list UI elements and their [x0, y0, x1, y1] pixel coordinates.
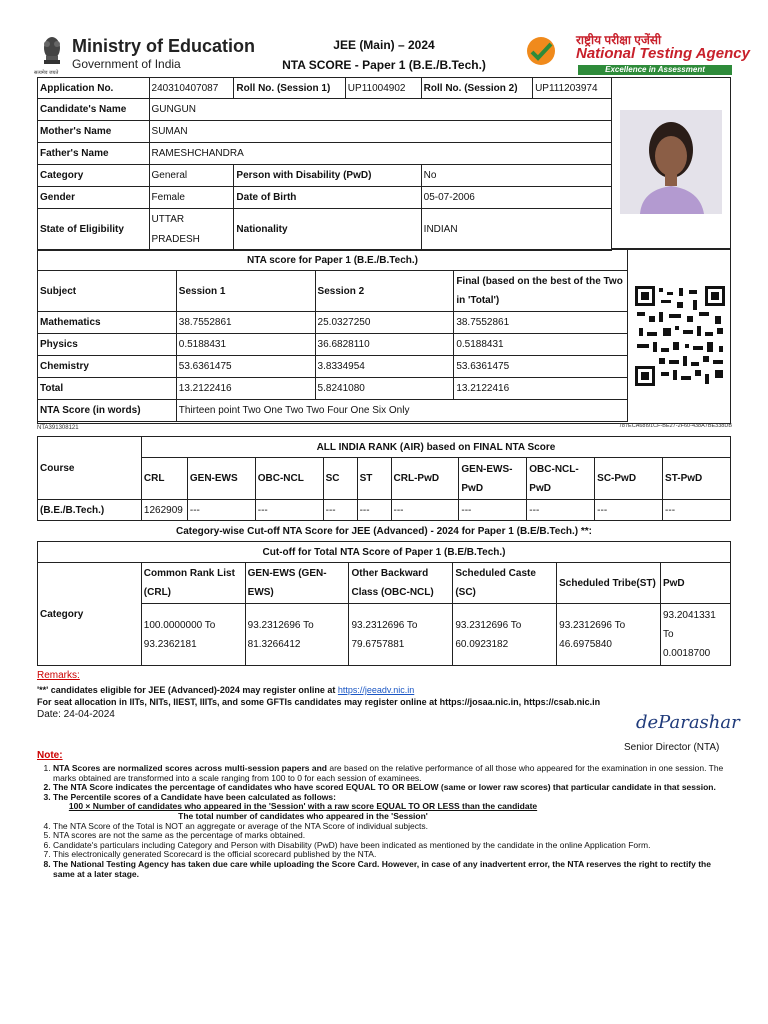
cutoff-value-line: 93.2312696 To — [351, 619, 418, 631]
rank-header: ST-PwD — [663, 458, 731, 500]
cutoff-value-line: 0.0018700 — [662, 648, 711, 659]
session1-cell: 53.6361475 — [176, 356, 315, 378]
rank-header: ST — [357, 458, 391, 500]
cutoff-value-line: 79.6757881 — [351, 638, 405, 650]
rank-value: --- — [595, 500, 663, 521]
subject-header: Subject — [38, 271, 177, 312]
pwd-value: No — [421, 165, 611, 187]
note-1-bold: NTA Scores are normalized scores across multi-session papers and — [53, 763, 327, 773]
cutoff-value — [141, 604, 245, 666]
cutoff-value-line: 93.2312696 To — [455, 619, 522, 631]
ministry-title: Ministry of Education — [72, 36, 256, 56]
cutoff-header-line: Other Backward — [351, 568, 429, 579]
cutoff-value-line: 81.3266412 — [247, 638, 301, 650]
cutoff-header: PwD — [660, 563, 730, 604]
nta-tagline: Excellence in Assessment — [578, 65, 732, 75]
course-value: (B.E./B.Tech.) — [38, 500, 142, 521]
application-no: 240310407087 — [149, 78, 234, 99]
note-item — [53, 764, 733, 783]
subject-cell: Physics — [38, 334, 177, 356]
notes-list — [37, 764, 733, 879]
dob-label: Date of Birth — [234, 187, 421, 209]
rank-header: GEN-EWS — [187, 458, 255, 500]
dob-value: 05-07-2006 — [421, 187, 611, 209]
note-item: 7. This electronically generated Scorecard is the official scorecard published by the NTA. — [53, 850, 733, 860]
score-words-value: Thirteen point Two One Two Two Four One Six Only — [176, 400, 627, 422]
cutoff-value-line: 46.6975840 — [559, 638, 612, 650]
candidate-photo — [620, 110, 722, 214]
note-item: 8. The National Testing Agency has taken due care while uploading the Score Card. However, in case of any inadvertent error, the NTA reserves the right to rectify the same at a later stage. — [53, 860, 733, 879]
score-title: NTA SCORE - Paper 1 (B.E./B.Tech.) — [282, 58, 486, 72]
rank-header: SC — [323, 458, 357, 500]
cutoff-header — [245, 563, 349, 604]
subject-cell: Total — [38, 378, 177, 400]
rank-header: OBC-NCL — [255, 458, 323, 500]
final-cell: 0.5188431 — [454, 334, 628, 356]
cutoff-value-line: 93.2041331 — [662, 610, 716, 621]
final-header — [454, 271, 628, 312]
cutoff-value-line: 100.0000000 To — [143, 619, 216, 631]
father-name: RAMESHCHANDRA — [149, 143, 611, 165]
cutoff-value-line: 93.2362181 — [143, 638, 197, 650]
rank-header: GEN-EWS-PwD — [459, 458, 527, 500]
rank-value: --- — [663, 500, 731, 521]
note-3-text: 3. The Percentile scores of a Candidate have been calculated as follows: — [53, 791, 336, 802]
cutoff-table — [37, 541, 731, 666]
rank-table — [37, 436, 731, 521]
session2-header: Session 2 — [315, 271, 454, 312]
cutoff-value-line: 60.0923182 — [455, 638, 509, 650]
cutoff-header — [453, 563, 557, 604]
score-words-label: NTA Score (in words) — [38, 400, 177, 422]
rank-value: 1262909 — [141, 500, 187, 521]
session2-cell: 5.8241080 — [315, 378, 454, 400]
gender-value: Female — [149, 187, 234, 209]
rank-header: SC-PwD — [595, 458, 663, 500]
remarks-label: Remarks: — [37, 670, 80, 681]
rank-value: --- — [187, 500, 255, 521]
nationality-value: INDIAN — [421, 209, 611, 251]
mother-label: Mother's Name — [38, 121, 150, 143]
remarks-line2: For seat allocation in IITs, NITs, IIEST, IIITs, and some GFTIs candidates may register online at https://josaa.nic.in, https://csab.nic.in — [37, 697, 601, 707]
note-item: 5. NTA scores are not the same as the percentage of marks obtained. — [53, 831, 733, 841]
final-cell: 13.2122416 — [454, 378, 628, 400]
gender-label: Gender — [38, 187, 150, 209]
state-value — [149, 209, 234, 251]
signature: deParashar — [636, 712, 740, 733]
rank-value: --- — [357, 500, 391, 521]
candidate-details-table — [37, 77, 612, 251]
cutoff-value-line: 93.2312696 To — [559, 619, 626, 631]
rank-value: --- — [323, 500, 357, 521]
score-table-title: NTA score for Paper 1 (B.E./B.Tech.) — [38, 250, 628, 271]
rank-header: CRL-PwD — [391, 458, 459, 500]
nationality-label: Nationality — [234, 209, 421, 251]
roll2-label: Roll No. (Session 2) — [421, 78, 532, 99]
course-label: Course — [38, 437, 142, 500]
rank-value: --- — [459, 500, 527, 521]
cutoff-value — [557, 604, 661, 666]
final-cell: 38.7552861 — [454, 312, 628, 334]
cutoff-header-line: GEN-EWS (GEN- — [247, 568, 327, 579]
cutoff-header-line: EWS) — [247, 587, 274, 598]
cutoff-header — [349, 563, 453, 604]
application-label: Application No. — [38, 78, 150, 99]
jeeadv-link[interactable]: https://jeeadv.nic.in — [337, 685, 415, 695]
document-hash: 787ECA68I91CF-BE27-2F60-438A7BE338DB — [618, 423, 732, 429]
nta-score-table — [37, 249, 628, 422]
state-line1: UTTAR — [151, 213, 185, 225]
rank-header: CRL — [141, 458, 187, 500]
cutoff-header-line: (SC) — [455, 587, 476, 598]
note-item — [53, 793, 733, 822]
session2-cell: 25.0327250 — [315, 312, 454, 334]
roll1-value: UP11004902 — [345, 78, 421, 99]
father-label: Father's Name — [38, 143, 150, 165]
session1-cell: 38.7552861 — [176, 312, 315, 334]
nta-hindi-name: राष्ट्रीय परीक्षा एजेंसी — [576, 33, 662, 47]
subject-cell: Mathematics — [38, 312, 177, 334]
registration-code: NTA391308121 — [37, 425, 79, 431]
cutoff-category-label: Category — [38, 563, 142, 666]
cutoff-header-line: (CRL) — [143, 587, 172, 598]
category-value: General — [149, 165, 234, 187]
note-item: 2. The NTA Score indicates the percentage of candidates who have scored EQUAL TO OR BELOW (same or lower raw scores) that particular candidate in that session. — [53, 783, 733, 793]
final-header-line2: in 'Total') — [456, 295, 500, 306]
qr-code — [635, 286, 725, 386]
rank-header: OBC-NCL-PwD — [527, 458, 595, 500]
note-1-rest: are based on the relative performance of all those who appeared for the examination in one session. The marks obtained are transformed into a scale ranging from 100 to 0 for each session of examinees. — [53, 763, 724, 783]
remarks-line1-text: '**' candidates eligible for JEE (Advanced)-2024 may register online at — [37, 685, 338, 695]
emblem-caption: सत्यमेव जयते — [34, 70, 59, 76]
cutoff-header: Scheduled Tribe(ST) — [557, 563, 661, 604]
rank-value: --- — [255, 500, 323, 521]
remarks-line1 — [37, 685, 414, 695]
state-label: State of Eligibility — [38, 209, 150, 251]
formula-denominator: The total number of candidates who appeared in the 'Session' — [178, 810, 428, 821]
cutoff-value-line: 93.2312696 To — [247, 619, 314, 631]
final-cell: 53.6361475 — [454, 356, 628, 378]
cutoff-value-line: To — [662, 629, 674, 640]
cutoff-value — [349, 604, 453, 666]
name-label: Candidate's Name — [38, 99, 150, 121]
roll1-label: Roll No. (Session 1) — [234, 78, 345, 99]
roll2-value: UP111203974 — [533, 78, 612, 99]
note-item: 6. Candidate's particulars including Category and Person with Disability (PwD) have been indicated as mentioned by the candidate in the online Application Form. — [53, 841, 733, 851]
cutoff-header-line: Scheduled Caste — [455, 568, 536, 579]
state-line2: PRADESH — [151, 233, 200, 245]
nta-logo-icon — [526, 36, 556, 66]
rank-table-title: ALL INDIA RANK (AIR) based on FINAL NTA Score — [141, 437, 730, 458]
rank-value: --- — [391, 500, 459, 521]
cutoff-heading: Category-wise Cut-off NTA Score for JEE (Advanced) - 2024 for Paper 1 (B.E/B.Tech.) **: — [175, 526, 592, 537]
final-header-line1: Final (based on the best of the Two — [456, 276, 623, 287]
ministry-subtitle: Government of India — [72, 57, 181, 71]
formula-numerator: 100 × Number of candidates who appeared in the 'Session' with a raw score EQUAL TO OR LESS than the candidate — [68, 801, 538, 812]
note-label: Note: — [37, 750, 63, 761]
mother-name: SUMAN — [149, 121, 611, 143]
nta-english-name: National Testing Agency — [576, 45, 750, 62]
cutoff-header-line: Class (OBC-NCL) — [351, 587, 434, 598]
cutoff-header — [141, 563, 245, 604]
session1-header: Session 1 — [176, 271, 315, 312]
session2-cell: 3.8334954 — [315, 356, 454, 378]
signatory-title: Senior Director (NTA) — [624, 742, 720, 753]
candidate-name: GUNGUN — [149, 99, 611, 121]
cutoff-value — [660, 604, 730, 666]
exam-title: JEE (Main) – 2024 — [333, 38, 435, 52]
category-label: Category — [38, 165, 150, 187]
subject-cell: Chemistry — [38, 356, 177, 378]
issue-date: Date: 24-04-2024 — [37, 709, 115, 720]
rank-value: --- — [527, 500, 595, 521]
session1-cell: 13.2122416 — [176, 378, 315, 400]
pwd-label: Person with Disability (PwD) — [234, 165, 421, 187]
cutoff-value — [453, 604, 557, 666]
cutoff-header-line: Common Rank List — [143, 568, 235, 579]
note-item: 4. The NTA Score of the Total is NOT an aggregate or average of the NTA Score of individual subjects. — [53, 822, 733, 832]
cutoff-table-title: Cut-off for Total NTA Score of Paper 1 (B.E/B.Tech.) — [38, 542, 731, 563]
cutoff-value — [245, 604, 349, 666]
session1-cell: 0.5188431 — [176, 334, 315, 356]
session2-cell: 36.6828110 — [315, 334, 454, 356]
